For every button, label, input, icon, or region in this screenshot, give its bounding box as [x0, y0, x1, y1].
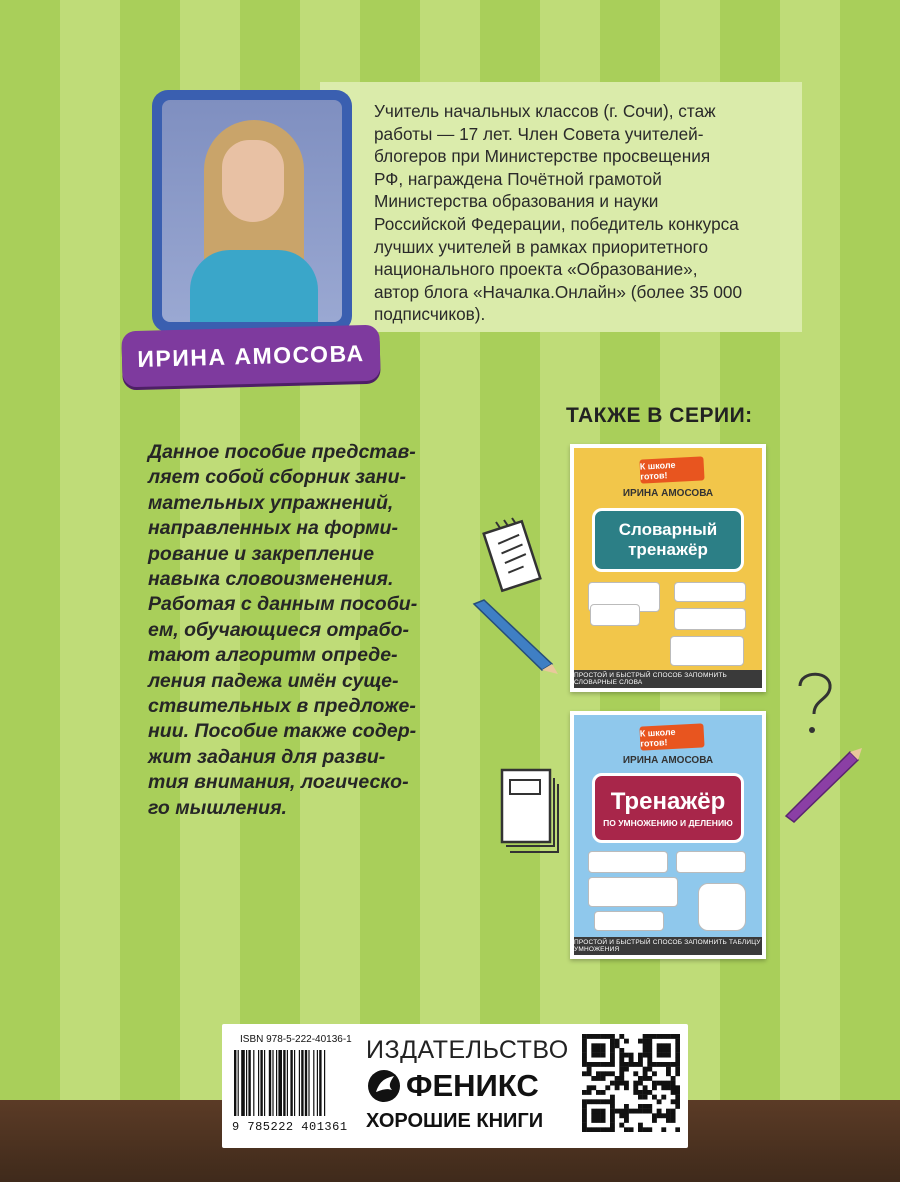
notebook-icon — [482, 512, 562, 602]
cover-tile — [674, 582, 746, 602]
question-mark-icon — [790, 664, 840, 744]
cover-tile — [670, 636, 744, 666]
series-book-cover-1 — [570, 444, 766, 692]
author-name: ИРИНА АМОСОВА — [121, 325, 380, 388]
author-photo-frame — [152, 90, 352, 332]
publisher-name: ФЕНИКС — [406, 1068, 539, 1103]
author-photo — [162, 100, 342, 322]
publisher-slogan: ХОРОШИЕ КНИГИ — [366, 1110, 544, 1132]
cover-slogan: ПРОСТОЙ И БЫСТРЫЙ СПОСОБ ЗАПОМНИТЬ ТАБЛИЦУ УМНОЖЕНИЯ — [574, 939, 761, 953]
pencil-icon — [470, 596, 560, 676]
cover-tile — [594, 911, 664, 931]
series-badge: К школе готов! — [639, 456, 704, 483]
notebook-icon — [496, 764, 566, 860]
book-description: Данное пособие представ- ляет собой сборник зани- мательных упражнений, направленных на форми- рование и закрепление навыка словоизменения. Работая с данным пособи- ем, обучающиеся отрабо- тают алгоритм опреде- ления падежа имён суще- ствительных в предложе- нии. Пособие также содер- жит задания для разви- тия внимания, логическо- го мышления. — [148, 441, 418, 819]
cover-tile — [676, 851, 746, 873]
cover-tile — [590, 604, 640, 626]
phoenix-logo-icon — [366, 1068, 402, 1104]
cover-tile — [588, 877, 678, 907]
cover-tile — [698, 883, 746, 931]
cover-title: Тренажёр ПО УМНОЖЕНИЮ И ДЕЛЕНИЮ — [592, 773, 744, 843]
author-bio: Учитель начальных классов (г. Сочи), стаж работы — 17 лет. Член Совета учителей- блогеров при Министерстве просвещения РФ, награждена Почётной грамотой Министерства образования и науки Российской Федерации, победитель конкурса лучших учителей в рамках приоритетного национального проекта «Образование», автор блога «Началка.Онлайн» (более 35 000 подписчиков). — [374, 101, 743, 325]
series-badge: К школе готов! — [639, 723, 704, 750]
barcode-digits: 9 785222 401361 — [232, 1120, 348, 1134]
series-book-cover-2 — [570, 711, 766, 959]
cover-slogan: ПРОСТОЙ И БЫСТРЫЙ СПОСОБ ЗАПОМНИТЬ СЛОВАРНЫЕ СЛОВА — [574, 670, 762, 688]
pencil-icon — [780, 746, 864, 826]
cover-tile — [588, 851, 668, 873]
barcode-icon — [232, 1050, 356, 1118]
cover-tile — [674, 608, 746, 630]
qr-code-icon — [582, 1034, 680, 1132]
publisher-label: ИЗДАТЕЛЬСТВО — [366, 1036, 569, 1064]
series-heading: ТАКЖЕ В СЕРИИ: — [566, 404, 753, 427]
isbn: ISBN 978-5-222-40136-1 — [240, 1034, 352, 1045]
cover-author: ИРИНА АМОСОВА — [622, 488, 714, 499]
cover-author: ИРИНА АМОСОВА — [622, 755, 714, 766]
cover-title: Словарный тренажёр — [592, 508, 744, 572]
